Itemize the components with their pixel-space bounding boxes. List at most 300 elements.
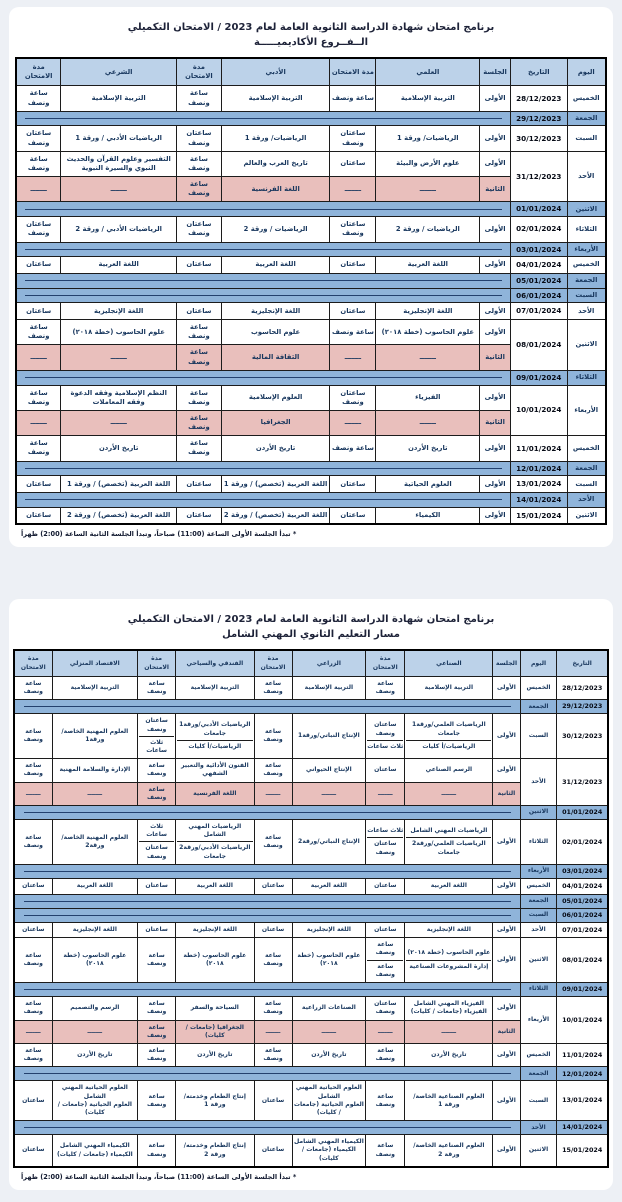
subject-cell xyxy=(405,997,493,1020)
session-cell: الأولى xyxy=(480,436,511,461)
column-header: الاقتصاد المنزلي xyxy=(52,650,138,676)
day-cell: الخميس xyxy=(567,86,606,111)
weekend-row xyxy=(16,111,606,126)
weekend-empty-cell xyxy=(16,111,510,126)
duration-cell: ساعتان xyxy=(16,257,61,274)
weekend-empty-cell xyxy=(14,864,520,878)
exam-row xyxy=(14,714,608,759)
subject-cell: اللغة العربية (تخصص) / ورقة 1 xyxy=(61,476,177,493)
exam-row xyxy=(14,782,608,805)
subject-cell: التفسير وعلوم القرآن والحديث النبوي والسيرة النبوية xyxy=(61,151,177,176)
duration-cell: ساعة ونصف xyxy=(14,676,52,699)
subject-cell: ـــــــ xyxy=(61,177,177,202)
duration-line: ساعة ونصف xyxy=(367,960,403,979)
column-header: الأدبي xyxy=(221,58,330,86)
weekend-dash-line xyxy=(24,1073,512,1074)
exam-row xyxy=(14,997,608,1020)
subject-cell: الرياضيات الأدبي / ورقة 2 xyxy=(61,217,177,242)
duration-cell: ساعتان xyxy=(14,1081,52,1121)
subject-cell: التربية الإسلامية xyxy=(176,676,254,699)
exam-row xyxy=(14,676,608,699)
exam-row xyxy=(14,938,608,983)
subject-line: علوم الحاسوب (خطة ٢٠١٨) xyxy=(407,949,491,957)
table-header xyxy=(16,58,606,86)
subject-cell: الجغرافيا xyxy=(221,410,330,435)
date-cell: 01/01/2024 xyxy=(510,202,567,217)
duration-cell: ساعتان xyxy=(366,759,405,782)
duration-cell: ساعة ونصف xyxy=(177,151,222,176)
weekend-empty-cell xyxy=(14,806,520,820)
day-cell: السبت xyxy=(567,126,606,151)
day-cell: الثلاثاء xyxy=(520,983,557,997)
duration-cell xyxy=(138,820,176,865)
column-header: مدة الامتحان xyxy=(330,58,376,86)
weekend-row xyxy=(14,864,608,878)
duration-cell: ساعتان xyxy=(330,151,376,176)
date-cell: 05/01/2024 xyxy=(510,273,567,288)
exam-row xyxy=(14,878,608,894)
subject-cell: تاريخ الأردن xyxy=(221,436,330,461)
session-cell: الأولى xyxy=(493,759,520,782)
subject-cell: الجغرافيا (جامعات / كليات) xyxy=(176,1020,254,1043)
day-cell: الخميس xyxy=(520,1043,557,1066)
day-cell: الجمعة xyxy=(520,894,557,908)
duration-cell: ساعة ونصف xyxy=(138,759,176,782)
subject-cell: اللغة الإنجليزية xyxy=(61,303,177,320)
subject-line: العلوم الحياتية (جامعات / كليات) xyxy=(293,1100,364,1117)
weekend-dash-line xyxy=(25,295,501,296)
subject-cell: ـــــــ xyxy=(405,1020,493,1043)
subject-cell: علوم الحاسوب (خطة ٢٠١٨) xyxy=(376,320,480,345)
subject-cell: الرياضيات/ ورقة 1 xyxy=(221,126,330,151)
date-cell: 04/01/2024 xyxy=(510,257,567,274)
exam-row xyxy=(14,1081,608,1121)
duration-cell: ساعة ونصف xyxy=(254,759,292,782)
subject-cell: تاريخ الأردن xyxy=(292,1043,366,1066)
duration-cell: ساعتان xyxy=(330,476,376,493)
day-cell: السبت xyxy=(520,714,557,759)
date-cell: 11/01/2024 xyxy=(510,436,567,461)
day-cell: الاثنين xyxy=(520,806,557,820)
session-cell: الأولى xyxy=(480,385,511,410)
duration-cell: ساعتان xyxy=(254,922,292,938)
weekend-dash-line xyxy=(25,209,501,210)
exam-row xyxy=(16,436,606,461)
date-cell: 06/01/2024 xyxy=(557,908,608,922)
session-cell: الأولى xyxy=(493,878,520,894)
subject-cell: العلوم الإسلامية xyxy=(221,385,330,410)
weekend-row xyxy=(14,806,608,820)
subject-line: الفيزياء المهني الشامل xyxy=(413,1000,484,1008)
exam-row xyxy=(16,507,606,524)
weekend-empty-cell xyxy=(16,273,510,288)
duration-cell: ساعة ونصف xyxy=(254,1043,292,1066)
subject-line: الرياضيات الأدبي/ورقة1 جامعات xyxy=(179,721,251,737)
subject-line: العلوم الحياتية (جامعات / كليات) xyxy=(57,1100,132,1117)
exam-row xyxy=(16,126,606,151)
subject-cell: اللغة العربية (تخصص) / ورقة 2 xyxy=(221,507,330,524)
subject-cell: اللغة العربية xyxy=(405,878,493,894)
date-cell: 29/12/2023 xyxy=(510,111,567,126)
weekend-dash-line xyxy=(25,468,501,469)
duration-cell: ساعتان xyxy=(14,1135,52,1167)
day-cell: الاثنين xyxy=(567,202,606,217)
duration-cell: ساعة ونصف xyxy=(138,1135,176,1167)
duration-cell: ـــــــ xyxy=(14,782,52,805)
duration-line: ساعتان ونصف xyxy=(145,717,168,733)
column-header: الجلسة xyxy=(480,58,511,86)
exam-row xyxy=(14,759,608,782)
date-cell: 11/01/2024 xyxy=(557,1043,608,1066)
duration-cell: ساعتان xyxy=(366,878,405,894)
subject-cell: علوم الحاسوب (خطة ٢٠١٨) xyxy=(292,938,366,983)
day-cell: الخميس xyxy=(520,878,557,894)
duration-cell: ساعة ونصف xyxy=(138,997,176,1020)
day-cell: الأحد xyxy=(520,922,557,938)
duration-cell: ساعة ونصف xyxy=(16,436,61,461)
date-cell: 07/01/2024 xyxy=(510,303,567,320)
date-cell: 05/01/2024 xyxy=(557,894,608,908)
subject-cell: إنتاج الطعام وخدمته/ورقة 1 xyxy=(176,1081,254,1121)
subject-cell: ـــــــ xyxy=(405,782,493,805)
subject-cell: الإنتاج النباتي/ورقة1 xyxy=(292,714,366,759)
duration-cell: ساعتان ونصف xyxy=(330,217,376,242)
duration-line: ساعة ونصف xyxy=(375,941,395,957)
day-cell: الاثنين xyxy=(567,320,606,371)
duration-cell: ساعتان xyxy=(16,507,61,524)
subject-cell: التربية الإسلامية xyxy=(376,86,480,111)
date-cell: 09/01/2024 xyxy=(557,983,608,997)
weekend-dash-line xyxy=(24,812,512,813)
subject-cell: اللغة الإنجليزية xyxy=(292,922,366,938)
day-cell: السبت xyxy=(520,908,557,922)
day-cell: الجمعة xyxy=(567,111,606,126)
weekend-dash-line xyxy=(25,249,501,250)
subject-line: الرياضيات المهني الشامل xyxy=(188,823,242,839)
exam-row xyxy=(14,820,608,865)
duration-line: ثلاث ساعات xyxy=(146,823,168,839)
subject-line: العلوم الحياتية المهني الشامل xyxy=(295,1084,362,1100)
page-title-academic: برنامج امتحان شهادة الدراسة الثانوية العامة لعام 2023 / الامتحان التكميلي xyxy=(127,22,495,33)
duration-line: ساعتان ونصف xyxy=(374,721,397,737)
column-header: مدة الامتحان xyxy=(366,650,405,676)
date-cell: 10/01/2024 xyxy=(510,385,567,436)
subject-cell: ـــــــ xyxy=(376,410,480,435)
date-cell: 02/01/2024 xyxy=(557,820,608,865)
subject-line: الرياضيات العلمي/ورقة1 جامعات xyxy=(412,721,486,737)
weekend-row xyxy=(14,894,608,908)
column-header: اليوم xyxy=(520,650,557,676)
subject-cell xyxy=(176,714,254,759)
duration-cell: ساعة ونصف xyxy=(138,782,176,805)
weekend-row xyxy=(14,1067,608,1081)
subject-cell: تاريخ العرب والعالم xyxy=(221,151,330,176)
session-cell: الأولى xyxy=(480,217,511,242)
date-cell: 09/01/2024 xyxy=(510,370,567,385)
subject-cell: التربية الإسلامية xyxy=(405,676,493,699)
duration-cell: ـــــــ xyxy=(254,1020,292,1043)
weekend-empty-cell xyxy=(16,370,510,385)
subject-cell: علوم الحاسوب (خطة ٢٠١٨) xyxy=(61,320,177,345)
duration-cell: ـــــــ xyxy=(16,345,61,370)
duration-cell: ـــــــ xyxy=(14,1020,52,1043)
session-cell: الثانية xyxy=(493,1020,520,1043)
page-card-academic xyxy=(9,7,613,547)
subject-cell: اللغة الفرنسية xyxy=(176,782,254,805)
duration-cell: ساعتان xyxy=(138,922,176,938)
duration-cell: ساعتان ونصف xyxy=(16,217,61,242)
day-cell: الخميس xyxy=(567,257,606,274)
duration-cell: ساعة ونصف xyxy=(16,86,61,111)
subject-cell: السياحة والسفر xyxy=(176,997,254,1020)
duration-line: ساعتان ونصف xyxy=(367,837,403,856)
weekend-empty-cell xyxy=(14,1067,520,1081)
subject-cell: العلوم الصناعية الخاصة/ورقة 2 xyxy=(405,1135,493,1167)
subject-cell: ـــــــ xyxy=(292,782,366,805)
table-header xyxy=(14,650,608,676)
column-header: مدة الامتحان xyxy=(177,58,222,86)
duration-cell: ساعة ونصف xyxy=(254,938,292,983)
date-cell: 29/12/2023 xyxy=(557,700,608,714)
duration-cell: ساعة ونصف xyxy=(330,86,376,111)
weekend-dash-line xyxy=(24,1127,512,1128)
duration-cell: ساعة ونصف xyxy=(366,676,405,699)
duration-cell: ـــــــ xyxy=(16,177,61,202)
duration-cell: ساعتان xyxy=(16,303,61,320)
subject-cell xyxy=(52,1081,138,1121)
subject-cell: اللغة الإنجليزية xyxy=(376,303,480,320)
subject-cell: علوم الحاسوب xyxy=(221,320,330,345)
duration-cell: ساعة ونصف xyxy=(177,410,222,435)
session-cell: الأولى xyxy=(480,151,511,176)
subject-line: الرياضيات/أ كليات xyxy=(177,740,252,751)
subject-cell: التربية الإسلامية xyxy=(221,86,330,111)
page-title-vocational: برنامج امتحان شهادة الدراسة الثانوية العامة لعام 2023 / الامتحان التكميلي xyxy=(127,614,495,626)
duration-cell: ساعتان xyxy=(177,476,222,493)
duration-cell: ساعة ونصف xyxy=(177,86,222,111)
subject-cell xyxy=(405,938,493,983)
duration-cell: ساعة ونصف xyxy=(14,759,52,782)
subject-line: الكيمياء المهني الشامل xyxy=(59,1142,130,1150)
duration-cell: ساعة ونصف xyxy=(366,1081,405,1121)
subject-cell: اللغة العربية xyxy=(292,878,366,894)
subject-cell: الثقافة المالية xyxy=(221,345,330,370)
day-cell: الأربعاء xyxy=(567,385,606,436)
page-gap xyxy=(0,547,622,599)
subject-cell: التربية الإسلامية xyxy=(292,676,366,699)
day-cell: الثلاثاء xyxy=(567,217,606,242)
subject-line: الرياضيات المهني الشامل xyxy=(410,827,488,835)
date-cell: 03/01/2024 xyxy=(510,242,567,257)
date-cell: 15/01/2024 xyxy=(510,507,567,524)
date-cell: 08/01/2024 xyxy=(510,320,567,371)
session-cell: الأولى xyxy=(480,303,511,320)
day-cell: الأربعاء xyxy=(567,242,606,257)
subject-cell: تاريخ الأردن xyxy=(405,1043,493,1066)
session-cell: الثانية xyxy=(480,410,511,435)
date-cell: 04/01/2024 xyxy=(557,878,608,894)
session-cell: الأولى xyxy=(493,1081,520,1121)
column-header: مدة الامتحان xyxy=(16,58,61,86)
duration-line: ثلاث ساعات xyxy=(367,827,404,835)
subject-cell: اللغة العربية (تخصص) / ورقة 2 xyxy=(61,507,177,524)
session-cell: الأولى xyxy=(480,507,511,524)
exam-table-vocational xyxy=(13,649,609,1168)
subject-cell: ـــــــ xyxy=(52,1020,138,1043)
weekend-empty-cell xyxy=(14,894,520,908)
column-header: مدة الامتحان xyxy=(254,650,292,676)
subject-cell xyxy=(405,714,493,759)
date-cell: 12/01/2024 xyxy=(557,1067,608,1081)
date-cell: 30/12/2023 xyxy=(510,126,567,151)
duration-cell: ساعتان xyxy=(330,507,376,524)
duration-cell: ـــــــ xyxy=(366,1020,405,1043)
session-cell: الثانية xyxy=(480,345,511,370)
day-cell: الخميس xyxy=(567,436,606,461)
duration-cell: ساعة ونصف xyxy=(254,714,292,759)
duration-cell: ساعة ونصف xyxy=(254,820,292,865)
duration-cell: ساعة ونصف xyxy=(330,436,376,461)
session-cell: الأولى xyxy=(493,676,520,699)
duration-cell: ساعتان ونصف xyxy=(366,997,405,1020)
duration-cell: ساعة ونصف xyxy=(14,714,52,759)
session-cell: الأولى xyxy=(493,997,520,1020)
subject-cell: اللغة الإنجليزية xyxy=(176,922,254,938)
date-cell: 15/01/2024 xyxy=(557,1135,608,1167)
weekend-dash-line xyxy=(25,377,501,378)
duration-cell: ساعة ونصف xyxy=(14,1043,52,1066)
weekend-row xyxy=(16,370,606,385)
duration-line: ثلاث ساعات xyxy=(139,736,174,755)
subject-cell: اللغة العربية xyxy=(176,878,254,894)
duration-cell: ساعتان xyxy=(330,303,376,320)
date-cell: 28/12/2023 xyxy=(557,676,608,699)
weekend-row xyxy=(16,242,606,257)
exam-row xyxy=(16,385,606,410)
duration-cell: ساعتان ونصف xyxy=(177,217,222,242)
session-cell: الأولى xyxy=(493,922,520,938)
subject-cell: علوم الحاسوب (خطة ٢٠١٨) xyxy=(176,938,254,983)
duration-cell: ساعتان xyxy=(254,1135,292,1167)
weekend-dash-line xyxy=(24,901,512,902)
subject-cell: الرياضيات / ورقة 2 xyxy=(376,217,480,242)
duration-cell: ساعة ونصف xyxy=(16,320,61,345)
exam-row xyxy=(14,1020,608,1043)
column-header: مدة الامتحان xyxy=(14,650,52,676)
duration-cell: ـــــــ xyxy=(330,345,376,370)
subject-line: إدارة المشروعات الصناعية xyxy=(406,960,491,971)
subject-cell: الفيزياء xyxy=(376,385,480,410)
subject-cell: الكيمياء xyxy=(376,507,480,524)
duration-cell: ساعة ونصف xyxy=(177,385,222,410)
day-cell: السبت xyxy=(567,476,606,493)
weekend-dash-line xyxy=(24,871,512,872)
day-cell: الأحد xyxy=(520,759,557,806)
subject-cell: الإنتاج الحيواني xyxy=(292,759,366,782)
weekend-empty-cell xyxy=(16,288,510,303)
subject-cell: الرياضيات / ورقة 2 xyxy=(221,217,330,242)
subject-cell: العلوم المهنية الخاصة/ورقة1 xyxy=(52,714,138,759)
subject-cell: اللغة الإنجليزية xyxy=(405,922,493,938)
duration-cell: ساعة ونصف xyxy=(177,177,222,202)
subject-cell: الرسم والتصميم xyxy=(52,997,138,1020)
subject-cell: اللغة العربية (تخصص) / ورقة 1 xyxy=(221,476,330,493)
duration-cell xyxy=(366,938,405,983)
subject-cell xyxy=(292,1081,366,1121)
duration-cell: ساعة ونصف xyxy=(14,997,52,1020)
weekend-dash-line xyxy=(24,915,512,916)
duration-cell: ساعة ونصف xyxy=(138,1081,176,1121)
duration-cell: ساعة ونصف xyxy=(14,938,52,983)
page-subtitle-academic: الــفــروع الأكاديميـــــة xyxy=(253,37,369,48)
exam-row xyxy=(16,303,606,320)
date-cell: 13/01/2024 xyxy=(557,1081,608,1121)
day-cell: الاثنين xyxy=(520,1135,557,1167)
weekend-row xyxy=(14,908,608,922)
subject-cell: النظم الإسلامية وفقه الدعوة وفقه المعاملات xyxy=(61,385,177,410)
subject-cell: التربية الإسلامية xyxy=(61,86,177,111)
exam-row xyxy=(16,320,606,345)
subject-cell: تاريخ الأردن xyxy=(376,436,480,461)
weekend-empty-cell xyxy=(16,461,510,476)
column-header: الفندقي والسياحي xyxy=(176,650,254,676)
session-cell: الأولى xyxy=(480,320,511,345)
duration-cell: ساعتان ونصف xyxy=(16,126,61,151)
weekend-row xyxy=(16,273,606,288)
exam-row xyxy=(16,257,606,274)
duration-cell: ساعتان xyxy=(14,922,52,938)
subject-cell: التربية الإسلامية xyxy=(52,676,138,699)
subject-cell xyxy=(292,1135,366,1167)
duration-cell: ساعتان xyxy=(366,922,405,938)
day-cell: الأربعاء xyxy=(520,864,557,878)
session-cell: الثانية xyxy=(480,177,511,202)
weekend-empty-cell xyxy=(14,700,520,714)
duration-line: ثلاث ساعات xyxy=(367,740,403,751)
subject-cell: تاريخ الأردن xyxy=(176,1043,254,1066)
subject-cell: العلوم المهنية الخاصة/ورقة2 xyxy=(52,820,138,865)
duration-cell: ـــــــ xyxy=(366,782,405,805)
subject-cell: ـــــــ xyxy=(61,345,177,370)
subject-cell: اللغة الفرنسية xyxy=(221,177,330,202)
subject-cell: اللغة العربية xyxy=(52,878,138,894)
duration-cell: ساعتان xyxy=(254,1081,292,1121)
exam-row xyxy=(16,86,606,111)
column-header: الجلسة xyxy=(493,650,520,676)
session-cell: الأولى xyxy=(480,126,511,151)
subject-cell: علوم الأرض والبيئة xyxy=(376,151,480,176)
subject-cell: علوم الحاسوب (خطة ٢٠١٨) xyxy=(52,938,138,983)
weekend-dash-line xyxy=(24,989,512,990)
subject-line: الكيمياء (جامعات / كليات) xyxy=(56,1150,133,1158)
duration-cell: ساعتان xyxy=(254,878,292,894)
date-cell: 31/12/2023 xyxy=(510,151,567,202)
subject-cell: الرياضيات/ ورقة 1 xyxy=(376,126,480,151)
exam-row xyxy=(14,1043,608,1066)
weekend-row xyxy=(16,492,606,507)
subject-cell xyxy=(405,820,493,865)
duration-cell: ساعة ونصف xyxy=(138,1043,176,1066)
day-cell: السبت xyxy=(520,1081,557,1121)
duration-cell: ساعة ونصف xyxy=(330,320,376,345)
subject-cell: الصناعات الزراعية xyxy=(292,997,366,1020)
duration-cell: ساعة ونصف xyxy=(366,1043,405,1066)
weekend-dash-line xyxy=(25,280,501,281)
exam-row xyxy=(16,217,606,242)
day-cell: الأحد xyxy=(567,151,606,202)
subject-cell: اللغة الإنجليزية xyxy=(52,922,138,938)
subject-line: الرياضيات الأدبي/ورقة2 جامعات xyxy=(177,841,252,860)
